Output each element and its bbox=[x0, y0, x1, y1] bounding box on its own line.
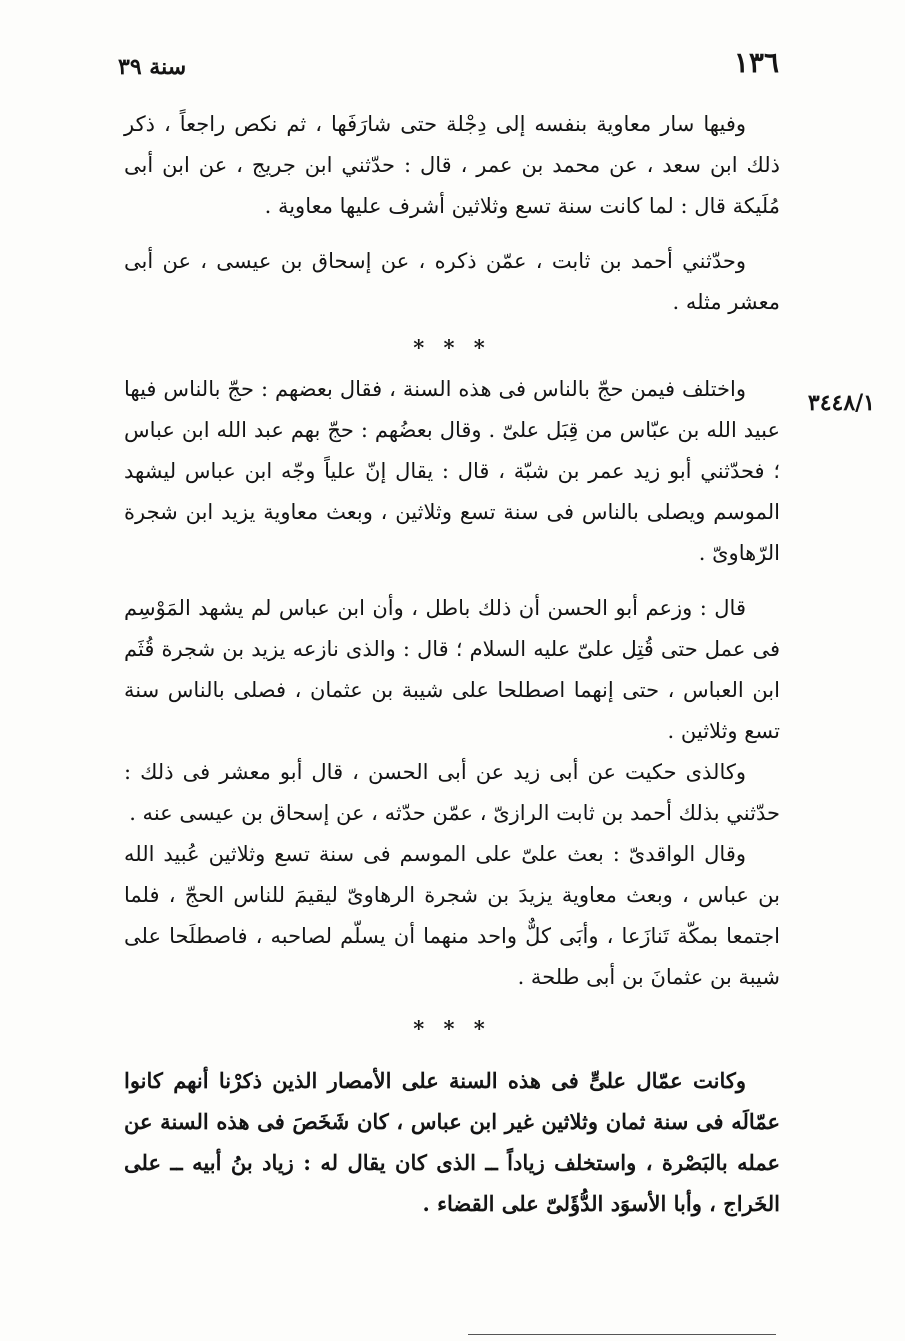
paragraph-4: قال : وزعم أبو الحسن أن ذلك باطل ، وأن ابن عباس لم يشهد المَوْسِم فى عمل حتى قُتِل علىّ عليه السلام ؛ قال : والذى نازعه يزيد بن شجرة قُثَم ابن العباس ، حتى إنهما اصطلحا على شيبة بن عثمان ، فصلى بالناس سنة تسع وثلاثين . bbox=[124, 596, 780, 743]
paragraph-5: وكالذى حكيت عن أبى زيد عن أبى الحسن ، قال أبو معشر فى ذلك : حدّثني بذلك أحمد بن ثابت الرازىّ ، عمّن حدّثه ، عن إسحاق بن عيسى عنه . bbox=[124, 760, 780, 825]
paragraph-2: وحدّثني أحمد بن ثابت ، عمّن ذكره ، عن إسحاق بن عيسى ، عن أبى معشر مثله . bbox=[124, 249, 780, 314]
margin-reference: ٣٤٤٨/١ bbox=[807, 390, 875, 416]
page-header bbox=[118, 44, 779, 84]
section-separator: * * * bbox=[413, 335, 491, 360]
paragraph-1: وفيها سار معاوية بنفسه إلى دِجْلة حتى شارَفَها ، ثم نكص راجعاً ، ذكر ذلك ابن سعد ، عن محمد بن عمر ، قال : حدّثني ابن جريج ، عن ابن أبى مُلَيكة قال : لما كانت سنة تسع وثلاثين أشرف عليها معاوية . bbox=[124, 112, 780, 218]
section-separator-2: * * * bbox=[413, 1016, 491, 1041]
paragraph-3: واختلف فيمن حجّ بالناس فى هذه السنة ، فقال بعضهم : حجّ بالناس فيها عبيد الله بن عبّاس من قِبَل علىّ . وقال بعضُهم : حجّ بهم عبد الله ابن عباس ؛ فحدّثني أبو زيد عمر بن شبّة ، قال : يقال إنّ علياً وجّه ابن عباس ليشهد الموسم ويصلى بالناس فى سنة تسع وثلاثين ، وبعث معاوية يزيد ابن شجرة الرّهاوىّ . bbox=[124, 377, 780, 565]
running-head-year: سنة ٣٩ bbox=[118, 54, 187, 80]
paragraph-7: وكانت عمّال علىٍّ فى هذه السنة على الأمصار الذين ذكرْنا أنهم كانوا عمّالَه فى سنة ثمان وثلاثين غير ابن عباس ، كان شَخَصَ فى هذه السنة عن عمله بالبَصْرة ، واستخلف زياداً ــ الذى كان يقال له : زياد بنُ أبيه ــ على الخَراج ، وأبا الأسوَد الدُّؤَلىّ على القضاء . bbox=[124, 1068, 780, 1216]
paragraph-6: وقال الواقدىّ : بعث علىّ على الموسم فى سنة تسع وثلاثين عُبيد الله بن عباس ، وبعث معاوية يزيدَ بن شجرة الرهاوىّ ليقيمَ للناس الحجّ ، فلما اجتمعا بمكّة تَنازَعا ، وأبَى كلٌّ واحد منهما أن يسلّم لصاحبه ، فاصطلَحا على شيبة بن عثمانَ بن أبى طلحة . bbox=[124, 842, 780, 989]
bottom-rule bbox=[468, 1334, 776, 1335]
page-body bbox=[124, 104, 780, 1224]
page-number: ١٣٦ bbox=[733, 46, 779, 79]
